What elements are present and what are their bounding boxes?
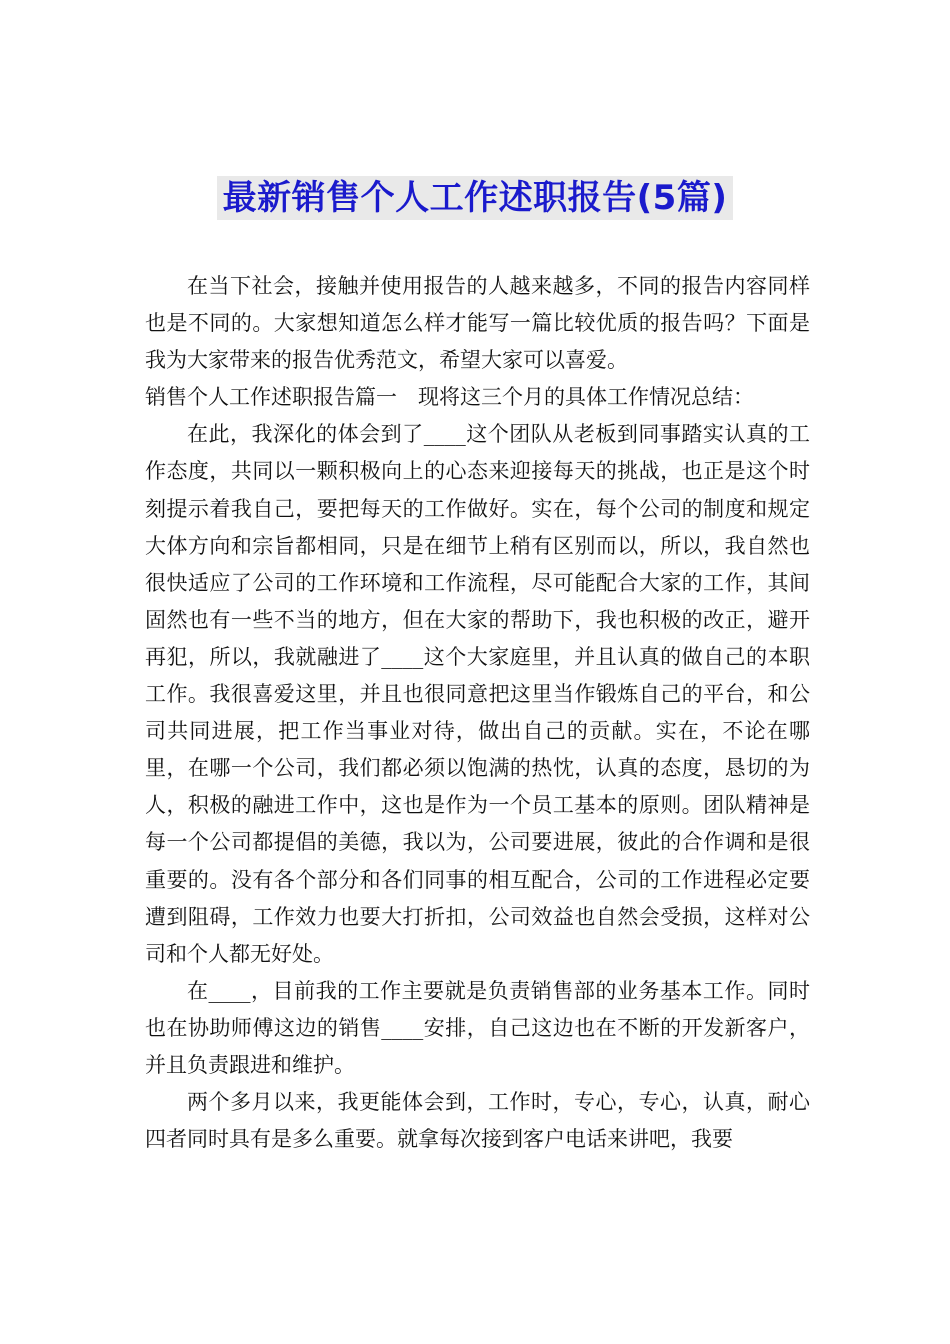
paragraph-intro: 在当下社会，接触并使用报告的人越来越多，不同的报告内容同样也是不同的。大家想知道怎么样才能写一篇比较优质的报告吗？下面是我为大家带来的报告优秀范文，希望大家可以喜爱。	[145, 274, 810, 373]
paragraph-section-heading: 销售个人工作述职报告篇一 现将这三个月的具体工作情况总结：	[145, 385, 754, 410]
paragraph-experience: 两个多月以来，我更能体会到，工作时，专心，专心，认真，耐心四者同时具有是多么重要。就拿每次接到客户电话来讲吧，我要	[145, 1090, 810, 1152]
paragraph-team: 在此，我深化的体会到了____这个团队从老板到同事踏实认真的工作态度，共同以一颗积极向上的心态来迎接每天的挑战，也正是这个时刻提示着我自己，要把每天的工作做好。实在，每个公司的制度和规定大体方向和宗旨都相同，只是在细节上稍有区别而以，所以，我自然也很快适应了公司的工作环境和工作流程，尽可能配合大家的工作，其间固然也有一些不当的地方，但在大家的帮助下，我也积极的改正，避开再犯，所以，我就融进了____这个大家庭里，并且认真的做自己的本职工作。我很喜爱这里，并且也很同意把这里当作锻炼自己的平台，和公司共同进展，把工作当事业对待，做出自己的贡献。实在，不论在哪里，在哪一个公司，我们都必须以饱满的热忱，认真的态度，恳切的为人，积极的融进工作中，这也是作为一个员工基本的原则。团队精神是每一个公司都提倡的美德，我以为，公司要进展，彼此的合作调和是很重要的。没有各个部分和各们同事的相互配合，公司的工作进程必定要遭到阻碍，工作效力也要大打折扣，公司效益也自然会受损，这样对公司和个人都无好处。	[145, 422, 810, 966]
title-container	[0, 176, 950, 220]
paragraph-current-work: 在____，目前我的工作主要就是负责销售部的业务基本工作。同时也在协助师傅这边的销售____安排，自己这边也在不断的开发新客户，并且负责跟进和维护。	[145, 978, 810, 1077]
document-body	[145, 268, 810, 1158]
document-title: 最新销售个人工作述职报告(5篇)	[217, 176, 734, 220]
